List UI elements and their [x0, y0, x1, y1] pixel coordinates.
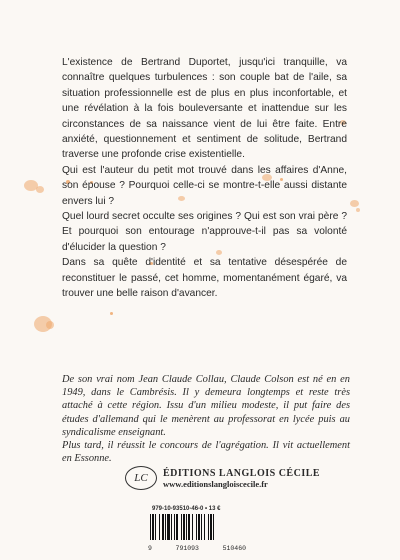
blurb-paragraph: L'existence de Bertrand Duportet, jusqu'ici tranquille, va connaître quelques turbulences : son couple bat de l'aile, sa situation professionnelle est de plus en plus inconfortable, et une révélation à la fois bouleversante et inattendue sur les circonstances de sa naissance vient de lui être faite. Entre anxiété, questionnement et sentiment de solitude, Bertrand traverse une profonde crise existentielle. — [62, 57, 347, 161]
author-bio — [62, 373, 350, 465]
barcode-digit-group: 510460 — [222, 545, 246, 552]
publisher-block — [125, 464, 320, 492]
publisher-url: www.editionslangloiscecile.fr — [163, 478, 268, 489]
author-bio-paragraph: Plus tard, il réussit le concours de l'agrégation. Il vit actuellement en Essonne. — [62, 440, 350, 465]
barcode-digit-group: 9 — [148, 545, 152, 552]
author-bio-paragraph: De son vrai nom Jean Claude Collau, Claude Colson est né en en 1949, dans le Cambrésis. Il y demeura longtemps et reste très attaché à cette région. Issu d'un milieu modeste, il put faire des études d'allemand qui le menèrent au professorat en lycée puis au syndicalisme enseignant. — [62, 374, 350, 438]
publisher-name: ÉDITIONS LANGLOIS CÉCILE — [163, 467, 321, 479]
isbn-price: 979-10-93510-46-0 • 13 € — [152, 506, 221, 512]
barcode — [148, 514, 246, 552]
back-cover-blurb — [62, 55, 347, 302]
barcode-digit-group: 791093 — [175, 545, 199, 552]
blurb-paragraph: Qui est l'auteur du petit mot trouvé dans les affaires d'Anne, son épouse ? Pourquoi celle-ci se montre-t-elle aussi distante envers lui ? — [62, 164, 347, 207]
blurb-paragraph: Dans sa quête d'identité et sa tentative désespérée de reconstituer le passé, cet homme, momentanément égaré, va trouver une belle raison d'avancer. — [62, 257, 347, 300]
publisher-logo: LC — [125, 466, 157, 490]
blurb-paragraph: Quel lourd secret occulte ses origines ? Qui est son vrai père ? Et pourquoi son entourage n'approuve-t-il pas sa volonté d'élucider la question ? — [62, 211, 347, 253]
barcode-bars — [148, 514, 246, 540]
